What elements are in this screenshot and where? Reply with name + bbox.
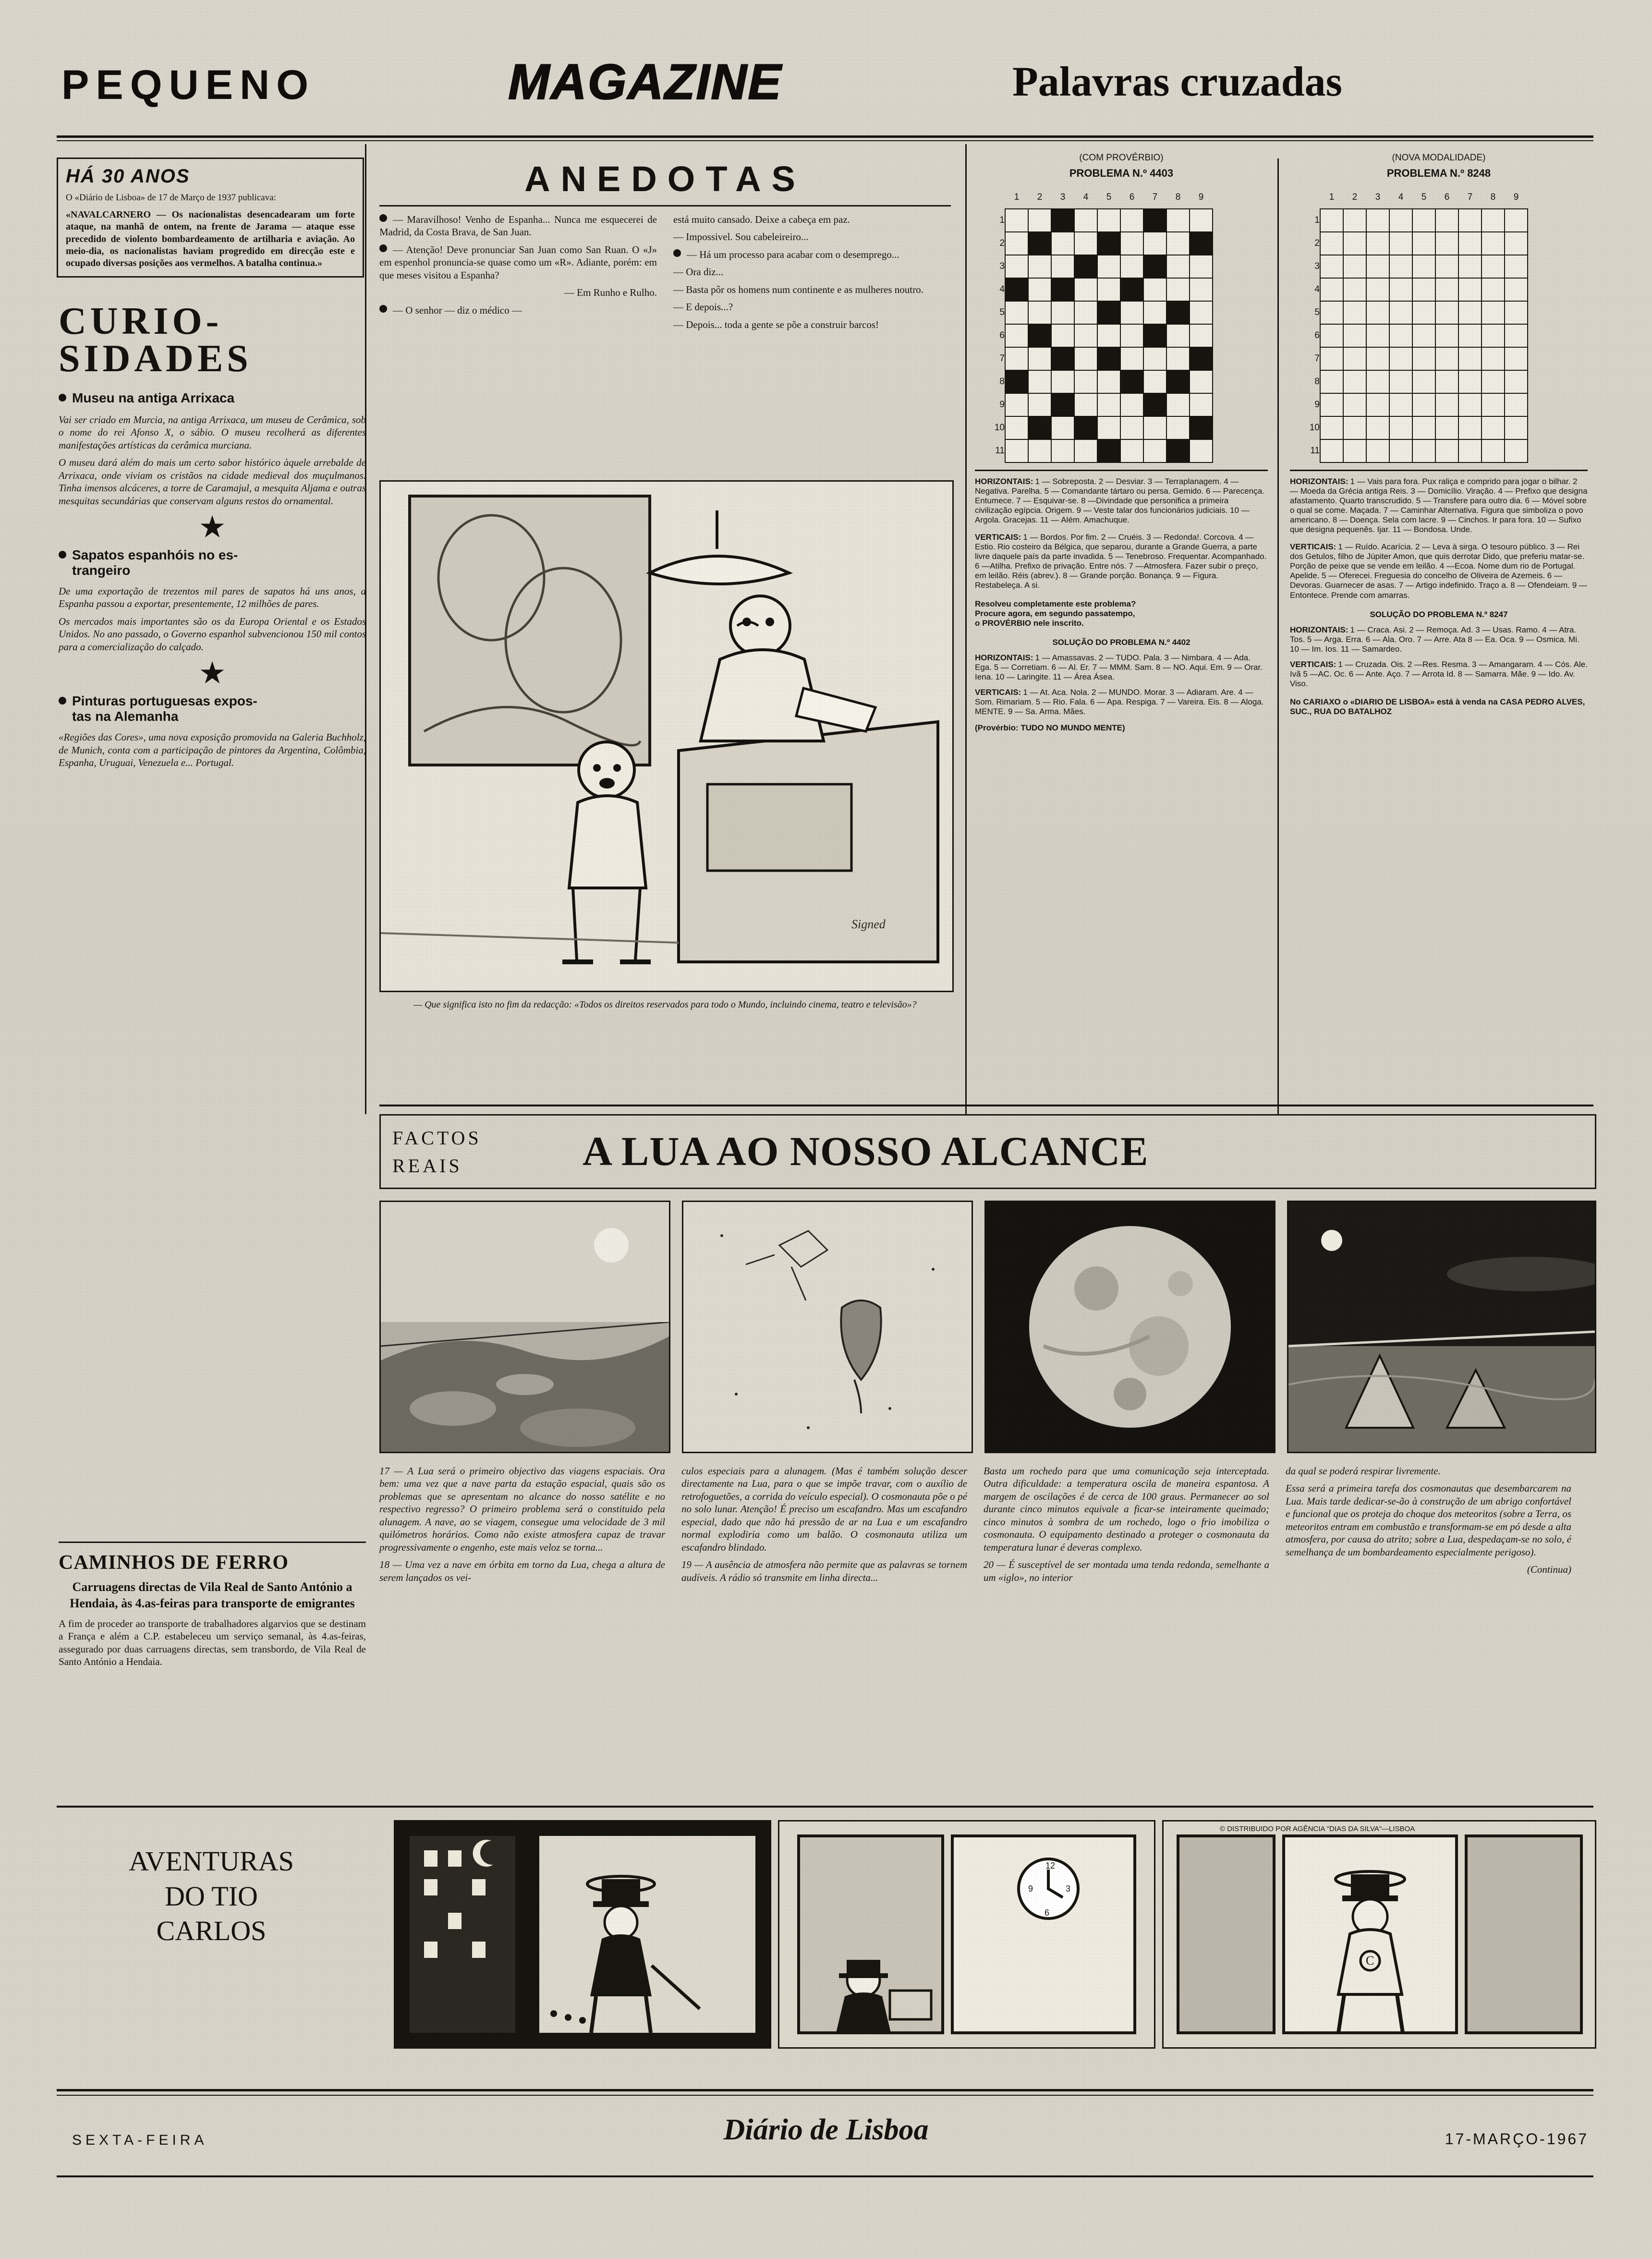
curiosidade-1-p1: Vai ser criado em Murcia, na antiga Arrixaca, um museu de Cerâmica, sob o nome do rei Afonso X, o sábio. O museu recolherá as diferentes manifestações artísticas da cerâmica murciana. <box>59 413 366 451</box>
crossword-left-v-clues: 1 — Bordos. Por fim. 2 — Cruéis. 3 — Redonda!. Corcova. 4 — Estio. Rio costeiro da Bélgica, que separou, durante a Grande Guerra, a parte livre daquele país da parte invadida. 5 — Tenebroso. Frequentar. Acompanhado. 6 —Atilha. Prefixo de privação. Entre nós. 7 —Atmosfera. Fazer subir o preço, em leilão. Réis (abrev.). 8 — Grande porção. Bonança. 9 — Figura. Restabeleça. A si. <box>975 533 1267 590</box>
masthead-pequeno: PEQUENO <box>61 62 316 108</box>
lua-para-20: 20 — É susceptível de ser montada uma tenda redonda, semelhante a um «iglo», no interior <box>984 1559 1269 1583</box>
joke-5: está muito cansado. Deixe a cabeça em paz. <box>673 214 850 225</box>
crossword-left-note-2: Procure agora, em segundo passatempo, <box>975 608 1135 618</box>
anedotas-column-2 <box>673 213 942 331</box>
bullet-icon <box>59 697 66 704</box>
moon-photo-2 <box>682 1201 973 1453</box>
moon-photo-3 <box>984 1201 1275 1453</box>
lua-col-1 <box>379 1465 665 1589</box>
crossword-right-v-clues: 1 — Ruído. Acarícia. 2 — Leva à sirga. O tesouro público. 3 — Rei dos Getulos, filho de Júpiter Amon, que quis derrotar Dido, que preferiu matar-se. Porção de peixe que se vende em leilão. 4 —Ecoa. Nome dum rio de Portugal. Apelide. 5 — Oferecei. Freguesia do concelho de Oliveira de Azemeis. 6 — Devoras. Guarnecer de asas. 7 — Artigo indefinido. Traço a. 8 — Ofendeiam. 9 — Entontece. Prende com amarras. <box>1290 542 1587 600</box>
bullet-icon <box>59 551 66 559</box>
curiosidades-section <box>59 300 366 774</box>
crossword-left-solution-title: SOLUÇÃO DO PROBLEMA N.º 4402 <box>1052 637 1190 647</box>
joke-4: — O senhor — diz o médico — <box>393 304 522 316</box>
curiosidade-3-p1: «Regiões das Cores», uma nova exposição promovida na Galeria Buchholz, de Munich, conta com a participação de pintores da Argentina, Colômbia, Espanha, Uruguai, Venezuela e... Portugal. <box>59 731 366 769</box>
aventuras-line-3: CARLOS <box>156 1915 267 1946</box>
lua-para-20-cont: da qual se poderá respirar livremente. <box>1286 1465 1441 1477</box>
crossword-left-kind: (COM PROVÉRBIO) <box>1079 153 1164 163</box>
curiosidade-2-p2: Os mercados mais importantes são os da Europa Oriental e os Estados Unidos. No ano passado, o Governo espanhol subvencionou 150 mil contos para a comercialização do calçado. <box>59 615 366 653</box>
comic-panel-3 <box>1162 1820 1596 2049</box>
joke-2: — Atenção! Deve pronunciar San Juan como San Ruan. O «J» em espenhol pronuncia-se quase como um «R». Adiante, porém: em que meses visitou a Espanha? <box>379 243 657 281</box>
curiosidade-2-heading-line1: Sapatos espanhóis no es- <box>72 547 238 562</box>
comic-panel-1 <box>394 1820 771 2049</box>
masthead-palavras-cruzadas: Palavras cruzadas <box>1012 59 1342 105</box>
caminhos-rule <box>59 1542 366 1543</box>
lua-para-19-cont: Basta um rochedo para que uma comunicação seja interceptada. Outra dificuldade: a temperatura oscila de maneira espantosa. A margem de oscilações é de cerca de 100 graus. Permanecer ao sol durante cinco minutos equivale a ficar-se inteiramente queimado; cinco minutos à sombra de um rochedo, logo o frio imobiliza o cosmonauta. O equipamento destinado a proteger o cosmonauta da temperatura lunar é deveras complexo. <box>984 1465 1269 1553</box>
svg-text:9: 9 <box>1028 1884 1033 1894</box>
anedotas-title: ANEDOTAS <box>524 159 806 199</box>
curiosidade-3-heading-line2: tas na Alemanha <box>72 709 179 724</box>
bullet-icon <box>673 249 681 257</box>
caminhos-de-ferro-text: A fim de proceder ao transporte de trabalhadores algarvios que se destinam a França e além a C.P. estabeleceu um serviço semanal, às 4.as-feiras, assegurado por duas carruagens directas, sem transbordo, de Vila Real de Santo António a Hendaia. <box>59 1617 366 1667</box>
bullet-icon <box>379 244 387 252</box>
ha-30-anos-title: HÁ 30 ANOS <box>66 166 190 187</box>
cartoon-caption: — Que significa isto no fim da redacção: «Todos os direitos reservados para todo o Mundo, incluindo cinema, teatro e televisão»? <box>413 999 917 1010</box>
footer-rule-top-2 <box>57 2095 1593 2096</box>
crossword-right-solution-title: SOLUÇÃO DO PROBLEMA N.º 8247 <box>1370 609 1508 619</box>
lua-headline: A LUA AO NOSSO ALCANCE <box>583 1128 1149 1174</box>
bullet-icon <box>379 305 387 313</box>
crossword-left <box>975 153 1268 733</box>
curiosidades-title-line2: SIDADES <box>59 338 252 380</box>
ha-30-anos-box <box>57 158 364 278</box>
curiosidade-3-heading-line1: Pinturas portuguesas expos- <box>72 693 257 709</box>
masthead-rule-2 <box>57 140 1593 141</box>
crossword-left-note-3: o PROVÉRBIO nele inscrito. <box>975 618 1084 628</box>
crossword-right-ad: No CARIAXO o «DIARIO DE LISBOA» está à venda na CASA PEDRO ALVES, SUC., RUA DO BATALHOZ <box>1290 697 1585 716</box>
crossword-right <box>1290 153 1588 717</box>
curiosidade-1-heading: Museu na antiga Arrixaca <box>72 390 235 405</box>
curiosidade-2-p1: De uma exportação de trezentos mil pares de sapatos há uns anos, a Espanha passou a exportar, presentemente, 12 milhões de pares. <box>59 585 366 610</box>
curiosidade-2-heading-line2: trangeiro <box>72 562 131 578</box>
caminhos-de-ferro-title: CAMINHOS DE FERRO <box>59 1552 289 1574</box>
crossword-divider <box>1277 158 1279 1114</box>
crossword-right-sol-h-label: HORIZONTAIS: <box>1290 625 1348 634</box>
svg-text:12: 12 <box>1045 1861 1056 1870</box>
crossword-right-kind: (NOVA MODALIDADE) <box>1392 153 1486 163</box>
crossword-left-rule <box>975 470 1268 471</box>
star-divider-1: ★ <box>198 510 226 544</box>
crossword-right-v-label: VERTICAIS: <box>1290 542 1336 552</box>
svg-text:3: 3 <box>1066 1884 1071 1894</box>
footer-masthead: Diário de Lisboa <box>723 2113 929 2146</box>
ha-30-anos-sub: O «Diário de Lisboa» de 17 de Março de 1937 publicava: <box>66 193 276 203</box>
crossword-left-h-clues: 1 — Sobreposta. 2 — Desviar. 3 — Terraplanagem. 4 — Negativa. Parelha. 5 — Comandante tártaro ou persa. Gemido. 6 — Parecença. Entumece. 7 — Esquivar-se. 8 —Divindade que personifica a primeira civilização egípcia. Origem. 9 — Veste talar dos funcionários judiciais. 10 — Argola. Gracejas. 11 — Além. Amachuque. <box>975 477 1264 525</box>
joke-3: — Em Runho e Rulho. <box>564 287 657 299</box>
anedotas-section <box>379 158 951 331</box>
crossword-left-note-1: Resolveu completamente este problema? <box>975 599 1136 608</box>
comic-credit: © DISTRIBUIDO POR AGÊNCIA "DIAS DA SILVA"—LISBOA <box>1220 1825 1415 1833</box>
joke-10: — E depois...? <box>673 301 733 313</box>
curiosidade-1-p2: O museu dará além do mais um certo sabor histórico àquele arrebalde de Arrixaca, onde viviam os cristãos na cidade medieval dos muçulmanos. Tinha imensos alcáceres, a torre de Caramajul, a mesquita Aljama e outras mesquitas secundárias que conservam alguns restos do ornamental. <box>59 457 366 507</box>
cartoon-illustration <box>379 480 954 992</box>
lua-para-18-cont: culos especiais para a alunagem. (Mas é também solução descer directamente na Lua, para o que se impõe travar, com o auxílio de retrofoguetões, a corrida do veículo especial). O cosmonauta põe o pé no solo lunar. Atenção! É preciso um escafandro. Mas um escafandro especial, dado que não há pressão de ar na Lua e um escafandro normal explodiria como um balão. O cosmonauta utiliza um escafandro blindado. <box>681 1465 967 1553</box>
footer-date: 17-MARÇO-1967 <box>1445 2130 1589 2148</box>
crossword-left-sol-v: 1 — At. Aca. Nola. 2 — MUNDO. Morar. 3 — Adiaram. Are. 4 — Som. Rimariam. 5 — Rio. Fala. 6 — Apa. Respiga. 7 — Vareira. Eis. 8 — Aloga. MENTE. 9 — Sa. Arma. Mães. <box>975 687 1264 716</box>
crossword-left-proverb: (Provérbio: TUDO NO MUNDO MENTE) <box>975 723 1125 732</box>
lua-para-19: 19 — A ausência de atmosfera não permite que as palavras se tornem audíveis. A rádio só transmite em linha directa... <box>681 1559 967 1583</box>
footer-rule-top <box>57 2089 1593 2091</box>
crossword-right-grid[interactable]: 1 2 3 4 5 6 7 8 9 1 2 3 4 5 6 7 8 9 10 11 <box>1298 186 1528 463</box>
moon-photo-1 <box>379 1201 670 1453</box>
lua-para-18: 18 — Uma vez a nave em órbita em torno da Lua, chega a altura de serem lançados os vei- <box>379 1559 665 1583</box>
anedotas-rule <box>379 205 951 206</box>
crossword-left-grid[interactable]: 1 2 3 4 5 6 7 8 9 1 2 3 4 5 6 7 8 9 10 11 <box>983 186 1213 463</box>
lua-col-2 <box>681 1465 967 1589</box>
aventuras-title <box>67 1844 355 1949</box>
footer-weekday: SEXTA-FEIRA <box>72 2132 208 2148</box>
bullet-icon <box>379 214 387 222</box>
svg-text:6: 6 <box>1045 1908 1050 1918</box>
lua-top-rule <box>379 1105 1593 1106</box>
joke-7: — Há um processo para acabar com o desemprego... <box>687 248 899 260</box>
masthead-magazine: MAGAZINE <box>508 54 782 110</box>
lua-para-final: Essa será a primeira tarefa dos cosmonautas que desembarcarem na Lua. Mais tarde dedicar-se-ão à construção de um abrigo confortável e funcional que os proteja do choque dos meteoritos (sobre a Terra, os meteoritos entram em combustão e transformam-se em pó desde a alta atmosfera, por causa do atrito; sobre a Lua, despedaçam-se no solo, é semelhança de um bombardeamento especialmente perigoso). <box>1286 1482 1571 1558</box>
svg-text:C: C <box>1366 1954 1374 1968</box>
lua-title-box <box>379 1114 1596 1189</box>
lua-text <box>379 1465 1593 1589</box>
crossword-right-problem: PROBLEMA N.º 8248 <box>1386 167 1491 179</box>
joke-6: — Impossivel. Sou cabeleireiro... <box>673 231 809 243</box>
ha-30-anos-text: «NAVALCARNERO — Os nacionalistas desencadearam um forte ataque, na manhã de ontem, na frente de Jarama — ataque esse precedido de violento bombardeamento de artilharia e aviação. Ao meio-dia, os nacionalistas haviam progredido em direcção este e ocupado diversas posições aos vermelhos. A batalha continua.» <box>66 209 355 268</box>
crossword-right-sol-v: 1 — Cruzada. Ois. 2 —Res. Resma. 3 — Amangaram. 4 — Cós. Ale. Ivã 5 —AC. Oc. 6 — Ante. Aço. 7 — Arrota Id. 8 — Samarra. Mãe. 9 — Ido. Av. Viso. <box>1290 659 1588 688</box>
bullet-icon <box>59 394 66 401</box>
comic-panel-2 <box>778 1820 1155 2049</box>
comic-top-rule <box>57 1806 1593 1808</box>
factos-line-2: REAIS <box>392 1155 462 1177</box>
joke-1: — Maravilhoso! Venho de Espanha... Nunca me esquecerei de Madrid, da Costa Brava, de San Juan. <box>379 214 657 238</box>
crossword-left-v-label: VERTICAIS: <box>975 533 1021 542</box>
crossword-left-problem: PROBLEMA N.º 4403 <box>1069 167 1174 179</box>
aventuras-line-2: DO TIO <box>165 1880 258 1912</box>
crossword-right-h-label: HORIZONTAIS: <box>1290 477 1348 486</box>
lua-continua: (Continua) <box>1527 1564 1571 1576</box>
aventuras-line-1: AVENTURAS <box>129 1846 294 1877</box>
crossword-left-sol-h: 1 — Amassavas. 2 — TUDO. Pala. 3 — Nimbara. 4 — Ada. Ega. 5 — Corretiam. 6 — Al. Er. 7 — MMM. Sam. 8 — NO. Aqui. Em. 9 — Orar. Iena. 10 — Laringite. 11 — Área Ásea. <box>975 653 1263 681</box>
crossword-right-rule <box>1290 470 1588 471</box>
joke-11: — Depois... toda a gente se põe a construir barcos! <box>673 318 879 330</box>
lua-col-4 <box>1286 1465 1571 1589</box>
crossword-right-sol-v-label: VERTICAIS: <box>1290 659 1336 669</box>
crossword-left-h-label: HORIZONTAIS: <box>975 477 1033 486</box>
moon-photo-4 <box>1287 1201 1596 1453</box>
lua-para-17: 17 — A Lua será o primeiro objectivo das viagens espaciais. Ora bem: uma vez que a nave parta da estação espacial, quais são os problemas que se apresentam no alcance do nosso satélite e no respectivo regresso? O primeiro problema será o constituido pela alunagem. A nave, ao se viagem, consegue uma velocidade de 3 mil quilómetros horários. Como não existe atmosfera capaz de travar progressivamente o engenho, este mais veloz se torna... <box>379 1465 665 1553</box>
star-divider-2: ★ <box>198 656 226 691</box>
footer-rule-bottom <box>57 2175 1593 2177</box>
masthead-rule <box>57 135 1593 138</box>
crossword-right-sol-h: 1 — Craca. Asi. 2 — Remoça. Ad. 3 — Usas. Ramo. 4 — Atra. Tos. 5 — Arga. Erra. 6 — Ala. Oro. 7 — Arre. Ata 8 — Ea. Oca. 9 — Osmica. Mi. 10 — Im. Ios. 11 — Samardeo. <box>1290 625 1579 654</box>
masthead <box>57 44 1593 135</box>
svg-text:Signed: Signed <box>851 917 886 931</box>
factos-line-1: FACTOS <box>392 1127 482 1149</box>
joke-9: — Basta pôr os homens num continente e as mulheres noutro. <box>673 283 923 295</box>
column-divider-2 <box>965 144 967 1114</box>
lua-col-3 <box>984 1465 1269 1589</box>
caminhos-de-ferro-sub: Carruagens directas de Vila Real de Santo António a Hendaia, às 4.as-feiras para transporte de emigrantes <box>70 1580 355 1610</box>
crossword-left-sol-v-label: VERTICAIS: <box>975 687 1021 697</box>
caminhos-de-ferro-section <box>59 1551 366 1673</box>
anedotas-column-1 <box>379 213 657 331</box>
crossword-left-sol-h-label: HORIZONTAIS: <box>975 653 1033 662</box>
cartoon-svg <box>381 482 952 991</box>
left-column <box>57 153 364 278</box>
crossword-right-h-clues: 1 — Vais para fora. Pux raliça e comprido para jogar o bilhar. 2 — Moeda da Grécia antiga Reis. 3 — Domicílio. Viração. 4 — Prefixo que designa afastamento. Quarto transcrudido. 5 — Transfere para outro dia. 6 — Móvel sobre o qual se come. Maçada. 7 — Caminhar Alternativa. Figura que simboliza o povo americano. 8 — Doença. Sela com lacre. 9 — Cinchos. Ir para fora. 10 — Sufixo que designa pequenês. Ijar. 11 — Bondosa. Unde. <box>1290 477 1588 534</box>
curiosidades-title-line1: CURIO- <box>59 300 223 342</box>
joke-8: — Ora diz... <box>673 266 724 278</box>
